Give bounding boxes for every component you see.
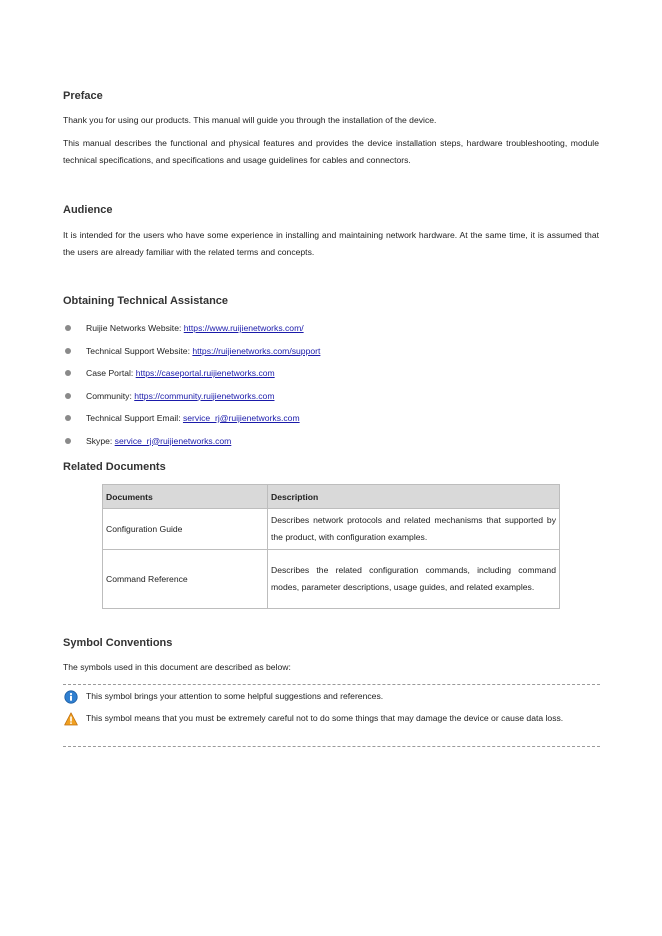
info-icon (64, 690, 78, 704)
table-cell-document: Configuration Guide (103, 509, 268, 550)
table-cell-description: Describes network protocols and related mechanisms that supported by the product, with configuration examples. (268, 509, 560, 550)
list-item (63, 386, 320, 409)
assistance-list (63, 318, 320, 453)
warning-symbol-description: This symbol means that you must be extremely careful not to do some things that may damage the device or cause data loss. (86, 713, 564, 723)
table-row (103, 550, 560, 609)
bullet-icon (65, 393, 71, 399)
skype-link[interactable]: service_rj@ruijienetworks.com (114, 435, 232, 446)
list-item (63, 431, 320, 454)
preface-paragraph-1: Thank you for using our products. This manual will guide you through the installation of the device. (63, 115, 437, 125)
related-documents-table (102, 484, 560, 609)
table-header-documents: Documents (103, 485, 268, 509)
list-item-label: Community: (86, 390, 135, 401)
warning-icon (64, 712, 78, 726)
dashed-divider-top (63, 684, 600, 685)
dashed-divider-bottom (63, 746, 600, 747)
table-header-row (103, 485, 560, 509)
list-item (63, 408, 320, 431)
list-item (63, 341, 320, 364)
bullet-icon (65, 438, 71, 444)
bullet-icon (65, 415, 71, 421)
community-link[interactable]: https://community.ruijienetworks.com (134, 390, 275, 401)
table-row (103, 509, 560, 550)
support-email-link[interactable]: service_rj@ruijienetworks.com (182, 413, 300, 423)
info-symbol-description: This symbol brings your attention to some helpful suggestions and references. (86, 691, 384, 701)
symbol-conventions-intro: The symbols used in this document are described as below: (63, 662, 291, 672)
bullet-icon (65, 370, 71, 376)
audience-paragraph: It is intended for the users who have some experience in installing and maintaining network hardware. At the same time, it is assumed that the users are already familiar with the related terms and concepts. (63, 230, 599, 257)
related-documents-heading: Related Documents (63, 461, 166, 473)
table-cell-document: Command Reference (103, 550, 268, 609)
list-item (63, 363, 320, 386)
audience-heading: Audience (63, 204, 113, 216)
website-link[interactable]: https://www.ruijienetworks.com/ (183, 323, 304, 333)
bullet-icon (65, 325, 71, 331)
list-item-label: Case Portal: (86, 368, 136, 378)
preface-paragraph-2: This manual describes the functional and physical features and provides the device installation steps, hardware troubleshooting, module technical specifications, and specifications and usage guidelines for cables and connectors. (63, 138, 599, 165)
list-item-label: Skype: (86, 435, 115, 446)
preface-heading: Preface (63, 90, 103, 102)
symbol-conventions-heading: Symbol Conventions (63, 637, 173, 649)
table-header-description: Description (268, 485, 560, 509)
case-portal-link[interactable]: https://caseportal.ruijienetworks.com (135, 368, 275, 378)
bullet-icon (65, 348, 71, 354)
table-cell-description: Describes the related configuration commands, including command modes, parameter descriptions, usage guides, and related examples. (268, 550, 560, 609)
list-item-label: Ruijie Networks Website: (86, 323, 184, 333)
assistance-heading: Obtaining Technical Assistance (63, 295, 229, 307)
support-website-link[interactable]: https://ruijienetworks.com/support (192, 345, 321, 356)
list-item (63, 318, 320, 341)
list-item-label: Technical Support Email: (86, 413, 183, 423)
list-item-label: Technical Support Website: (86, 345, 193, 356)
